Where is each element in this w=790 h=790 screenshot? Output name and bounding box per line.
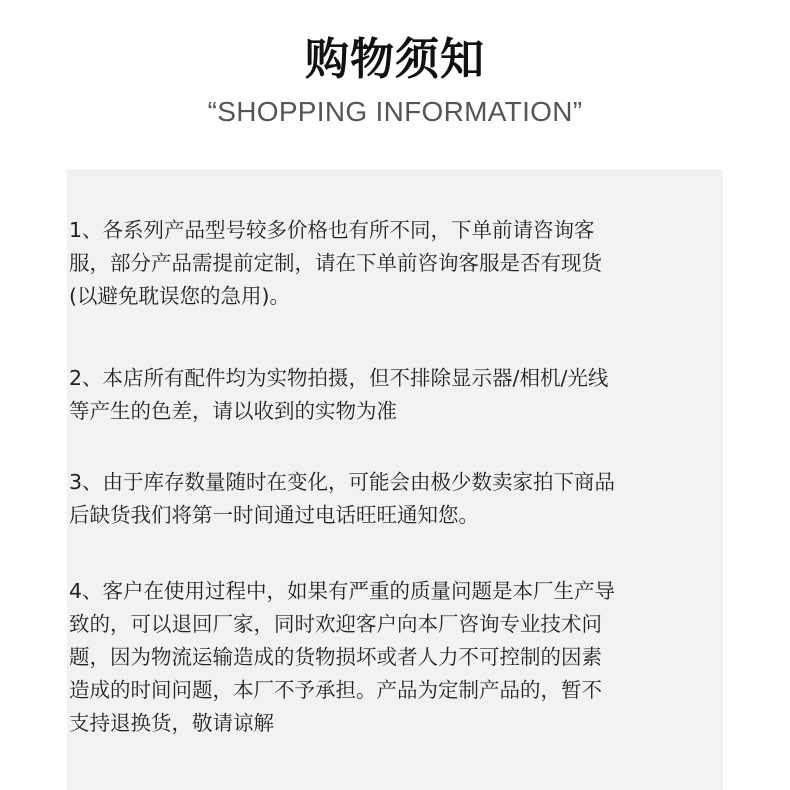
notice-line: 造成的时间问题，本厂不予承担。产品为定制产品的，暂不 [69,678,602,702]
page-title: 购物须知 [305,34,485,85]
notice-line: 服，部分产品需提前定制，请在下单前咨询客服是否有现货 [69,251,602,275]
notice-item-1 [67,214,723,313]
notice-line: 2、本店所有配件均为实物拍摄，但不排除显示器/相机/光线 [69,366,609,390]
notice-item-4 [67,575,723,740]
notice-line: 4、客户在使用过程中，如果有严重的质量问题是本厂生产导 [69,579,616,603]
shopping-info-box [67,169,723,790]
notice-line: (以避免耽误您的急用)。 [69,284,290,308]
notice-item-2 [67,362,723,428]
notice-line: 支持退换货，敬请谅解 [69,711,274,735]
notice-item-3 [67,466,723,532]
notice-line: 后缺货我们将第一时间通过电话旺旺通知您。 [69,503,479,527]
notice-line: 致的，可以退回厂家，同时欢迎客户向本厂咨询专业技术问 [69,612,602,636]
notice-line: 题，因为物流运输造成的货物损坏或者人力不可控制的因素 [69,645,602,669]
notice-line: 等产生的色差，请以收到的实物为准 [69,399,397,423]
notice-line: 3、由于库存数量随时在变化，可能会由极少数卖家拍下商品 [69,470,616,494]
page-subtitle: “SHOPPING INFORMATION” [207,96,583,127]
notice-line: 1、各系列产品型号较多价格也有所不同，下单前请咨询客 [69,218,595,242]
